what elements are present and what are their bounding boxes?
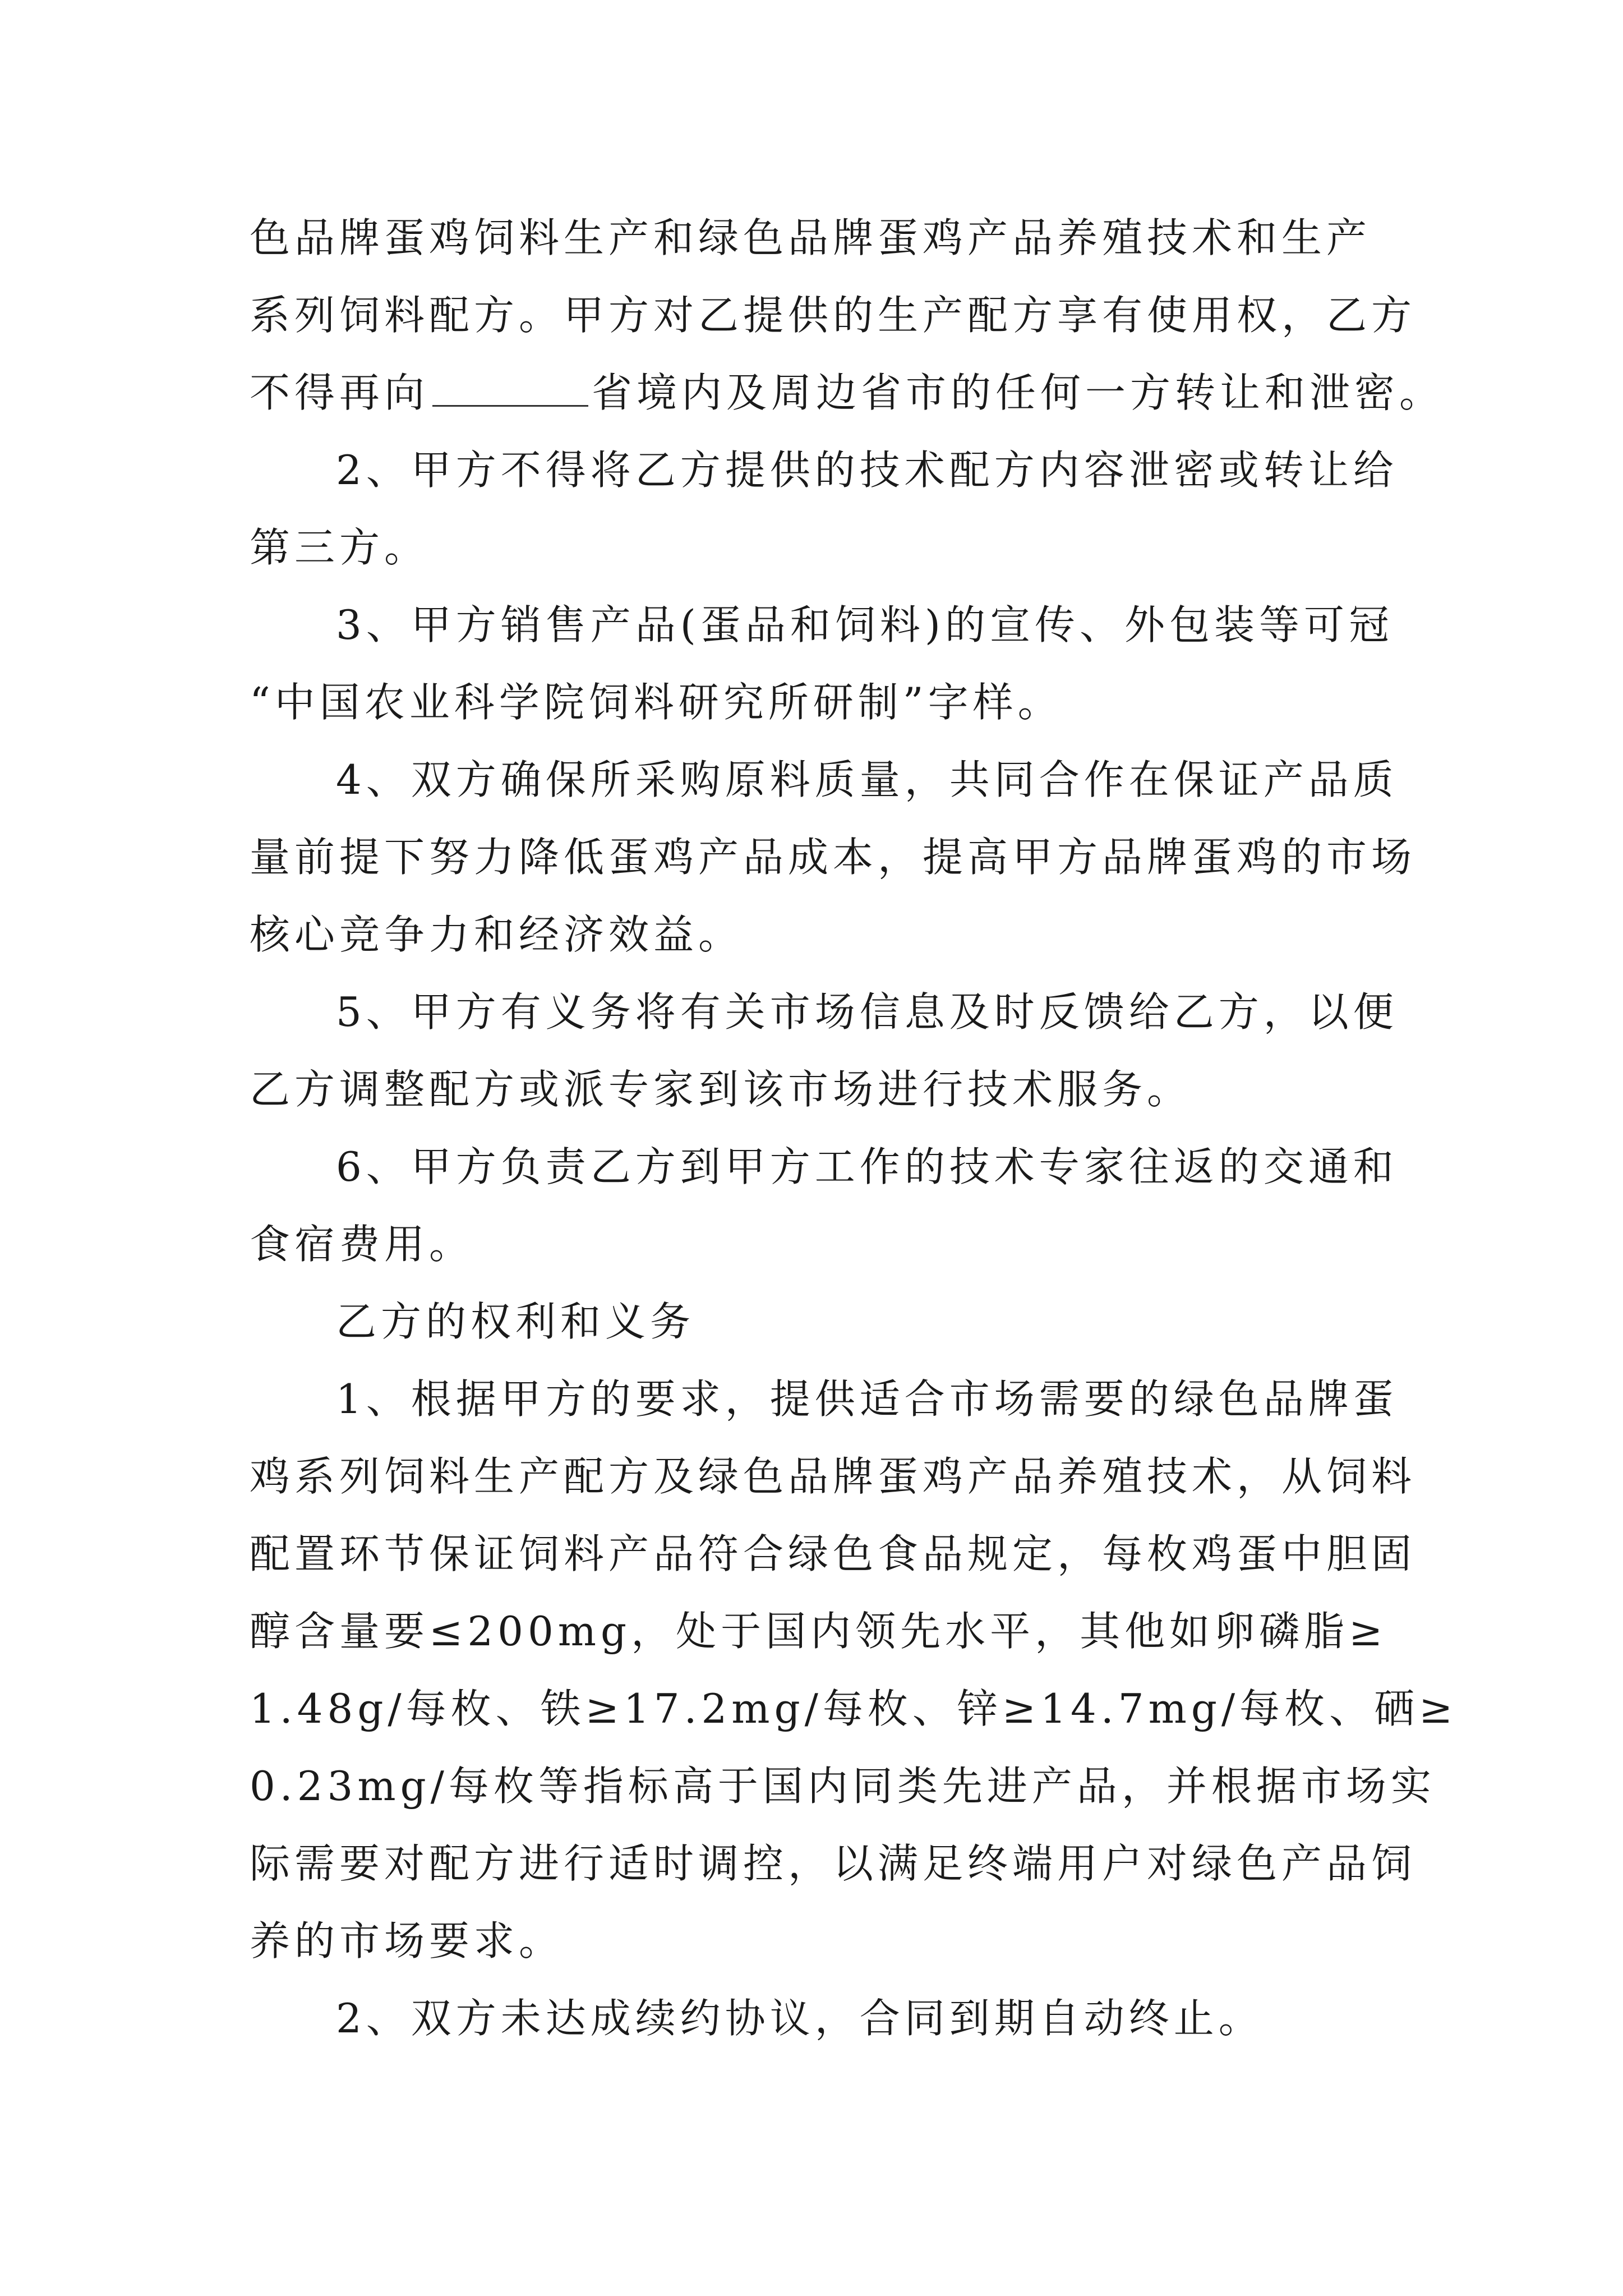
text-segment: 不得再向: [250, 369, 430, 416]
section-heading: 乙方的权利和义务: [336, 1298, 695, 1345]
text-line: “中国农业科学院饲料研究所研制”字样。: [250, 679, 1063, 726]
text-line: 养的市场要求。: [250, 1917, 564, 1964]
text-segment: 省境内及周边省市的任何一方转让和泄密。: [592, 369, 1445, 416]
text-line: 2、双方未达成续约协议，合同到期自动终止。: [336, 1995, 1264, 2042]
text-line: 量前提下努力降低蛋鸡产品成本，提高甲方品牌蛋鸡的市场: [250, 834, 1417, 881]
text-line: 第三方。: [250, 524, 430, 571]
text-line: 醇含量要≤200mg，处于国内领先水平，其他如卵磷脂≥: [250, 1608, 1387, 1655]
clause-4: [250, 741, 1417, 973]
text-line: 0.23mg/每枚等指标高于国内同类先进产品，并根据市场实: [250, 1763, 1436, 1810]
text-line: 色品牌蛋鸡饲料生产和绿色品牌蛋鸡产品养殖技术和生产: [250, 214, 1372, 261]
party-b-clause-1: [250, 1360, 1458, 1980]
text-line: 际需要对配方进行适时调控，以满足终端用户对绿色产品饲: [250, 1840, 1417, 1887]
text-line: 系列饲料配方。甲方对乙提供的生产配方享有使用权，乙方: [250, 292, 1417, 339]
party-b-clause-2: [250, 1980, 1399, 2057]
text-line: 1、根据甲方的要求，提供适合市场需要的绿色品牌蛋: [336, 1375, 1398, 1423]
text-line: 鸡系列饲料生产配方及绿色品牌蛋鸡产品养殖技术，从饲料: [250, 1453, 1417, 1500]
clause-5: [250, 973, 1399, 1128]
clause-3: [250, 586, 1399, 741]
clause-6: [250, 1128, 1399, 1283]
document-body: [250, 199, 1458, 2057]
text-line: 食宿费用。: [250, 1221, 474, 1268]
text-line: 核心竞争力和经济效益。: [250, 911, 744, 958]
text-line: 配置环节保证饲料产品符合绿色食品规定，每枚鸡蛋中胆固: [250, 1530, 1417, 1577]
text-line: 6、甲方负责乙方到甲方工作的技术专家往返的交通和: [336, 1143, 1398, 1190]
text-line: 3、甲方销售产品(蛋品和饲料)的宣传、外包装等可冠: [336, 601, 1394, 648]
clause-2: [250, 431, 1399, 586]
text-line: 5、甲方有义务将有关市场信息及时反馈给乙方，以便: [336, 988, 1398, 1036]
text-line: 乙方调整配方或派专家到该市场进行技术服务。: [250, 1066, 1192, 1113]
text-line-with-blank: [250, 354, 1445, 431]
paragraph-intro: [250, 199, 1445, 431]
text-line: 1.48g/每枚、铁≥17.2mg/每枚、锌≥14.7mg/每枚、硒≥: [250, 1685, 1458, 1732]
text-line: 4、双方确保所采购原料质量，共同合作在保证产品质: [336, 756, 1398, 803]
text-line: 2、甲方不得将乙方提供的技术配方内容泄密或转让给: [336, 447, 1398, 494]
fill-in-blank: [432, 365, 588, 407]
